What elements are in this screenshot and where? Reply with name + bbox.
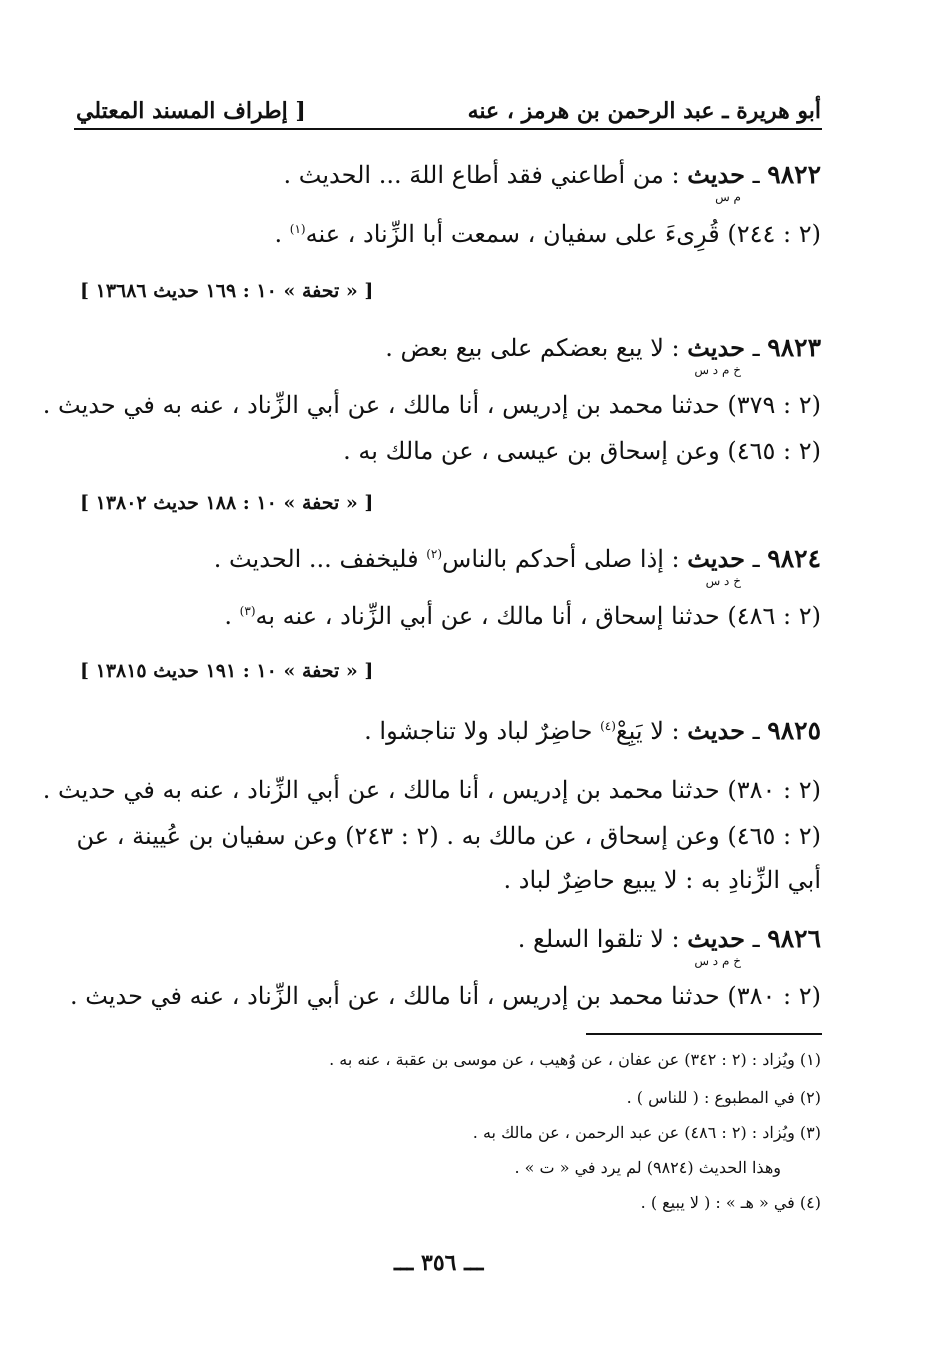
chain-line: (٢ : ٤٦٥) وعن إسحاق ، عن مالك به . (٢ : ٢٤٣) وعن سفيان بن عُيينة ، عن xyxy=(76,822,821,850)
chain-line: (٢ : ٤٨٦) حدثنا إسحاق ، أنا مالك ، عن أبي الزِّناد ، عنه به$^{(٣)}$ . xyxy=(224,602,821,630)
hadith-number: ٩٨٢٦ xyxy=(767,924,821,953)
hadith-heading-9822 xyxy=(283,160,822,204)
dash: ـ xyxy=(752,925,760,953)
chain-line: (٢ : ٣٧٩) حدثنا محمد بن إدريس ، أنا مالك ، عن أبي الزِّناد ، عنه به في حديث . xyxy=(42,391,821,419)
footnote-3-continued: وهذا الحديث (٩٨٢٤) لم يرد في « ت » . xyxy=(514,1158,781,1177)
hadith-text: حاضِرٌ لباد ولا تناجشوا . xyxy=(364,717,601,745)
hadith-keyword: حديث خ م د س xyxy=(687,924,745,968)
hadith-number: ٩٨٢٢ xyxy=(767,160,821,189)
hadith-number: ٩٨٢٥ xyxy=(767,716,821,745)
chain-line: (٢ : ٣٨٠) حدثنا محمد بن إدريس ، أنا مالك ، عن أبي الزِّناد ، عنه به في حديث . xyxy=(42,776,821,804)
footnote-marker: (٤) xyxy=(600,719,616,733)
hadith-heading-9823 xyxy=(385,333,821,377)
footnote-marker: (٢) xyxy=(426,547,443,561)
footnote-4: (٤) في « هـ » : ( لا يبيع ) . xyxy=(640,1193,821,1212)
dash: ـ xyxy=(752,334,760,362)
hadith-text-start: : إذا صلى أحدكم بالناس xyxy=(442,545,680,573)
footnote-2: (٢) في المطبوع : ( للناس ) . xyxy=(626,1088,821,1107)
tuhfa-reference: [ « تحفة » ١٠ : ١٦٩ حديث ١٣٦٨٦ ] xyxy=(80,280,374,302)
book-sigla: خ م د س xyxy=(694,954,741,968)
book-sigla: خ د س xyxy=(705,574,741,588)
hadith-text: فليخفف ... الحديث . xyxy=(213,545,427,573)
chain-line: (٢ : ٤٦٥) وعن إسحاق بن عيسى ، عن مالك به . xyxy=(343,437,821,465)
running-header-left: [ إطراف المسند المعتلي xyxy=(76,98,306,124)
hadith-number: ٩٨٢٣ xyxy=(767,333,821,362)
hadith-keyword: حديث خ د س xyxy=(687,544,745,588)
hadith-text: : لا تلقوا السلع . xyxy=(517,925,680,953)
dash: ـ xyxy=(752,161,760,189)
footnote-marker: (١) xyxy=(289,222,306,236)
hadith-keyword: حديث خ م د س xyxy=(687,333,745,377)
footnote-1: (١) ويُزاد : (٢ : ٣٤٢) عن عفان ، عن وُهيب ، عن موسى بن عقبة ، عنه به . xyxy=(329,1050,821,1069)
page-number: ـــ ٣٥٦ ـــ xyxy=(394,1250,484,1276)
hadith-heading-9825 xyxy=(364,716,821,745)
chain-line: أبي الزِّنادِ به : لا يبيع حاضِرٌ لباد . xyxy=(503,866,821,894)
header-rule xyxy=(74,128,822,130)
book-sigla: م س xyxy=(715,190,741,204)
hadith-text-start: : لا يَبِعْ xyxy=(615,717,680,745)
hadith-keyword: حديث م س xyxy=(687,160,745,204)
dash: ـ xyxy=(752,717,760,745)
hadith-heading-9824 xyxy=(213,544,821,588)
footnote-3: (٣) ويُزاد : (٢ : ٤٨٦) عن عبد الرحمن ، عن مالك به . xyxy=(472,1123,821,1142)
chain-line: (٢ : ٣٨٠) حدثنا محمد بن إدريس ، أنا مالك ، عن أبي الزِّناد ، عنه في حديث . xyxy=(69,982,821,1010)
footnote-marker: (٣) xyxy=(239,604,256,618)
chain-line: (٢ : ٢٤٤) قُرِىءَ على سفيان ، سمعت أبا الزِّناد ، عنه$^{(١)}$ . xyxy=(274,220,821,248)
hadith-number: ٩٨٢٤ xyxy=(767,544,821,573)
running-header-right: أبو هريرة ـ عبد الرحمن بن هرمز ، عنه xyxy=(467,98,821,124)
footnote-rule xyxy=(586,1033,822,1035)
book-sigla: خ م د س xyxy=(694,363,741,377)
tuhfa-reference: [ « تحفة » ١٠ : ١٨٨ حديث ١٣٨٠٢ ] xyxy=(80,492,374,514)
hadith-text: : من أطاعني فقد أطاع اللهَ ... الحديث . xyxy=(283,161,680,189)
hadith-text: : لا يبع بعضكم على بيع بعض . xyxy=(385,334,680,362)
dash: ـ xyxy=(752,545,760,573)
tuhfa-reference: [ « تحفة » ١٠ : ١٩١ حديث ١٣٨١٥ ] xyxy=(80,660,374,682)
hadith-keyword: حديث xyxy=(687,716,745,745)
hadith-heading-9826 xyxy=(517,924,821,968)
